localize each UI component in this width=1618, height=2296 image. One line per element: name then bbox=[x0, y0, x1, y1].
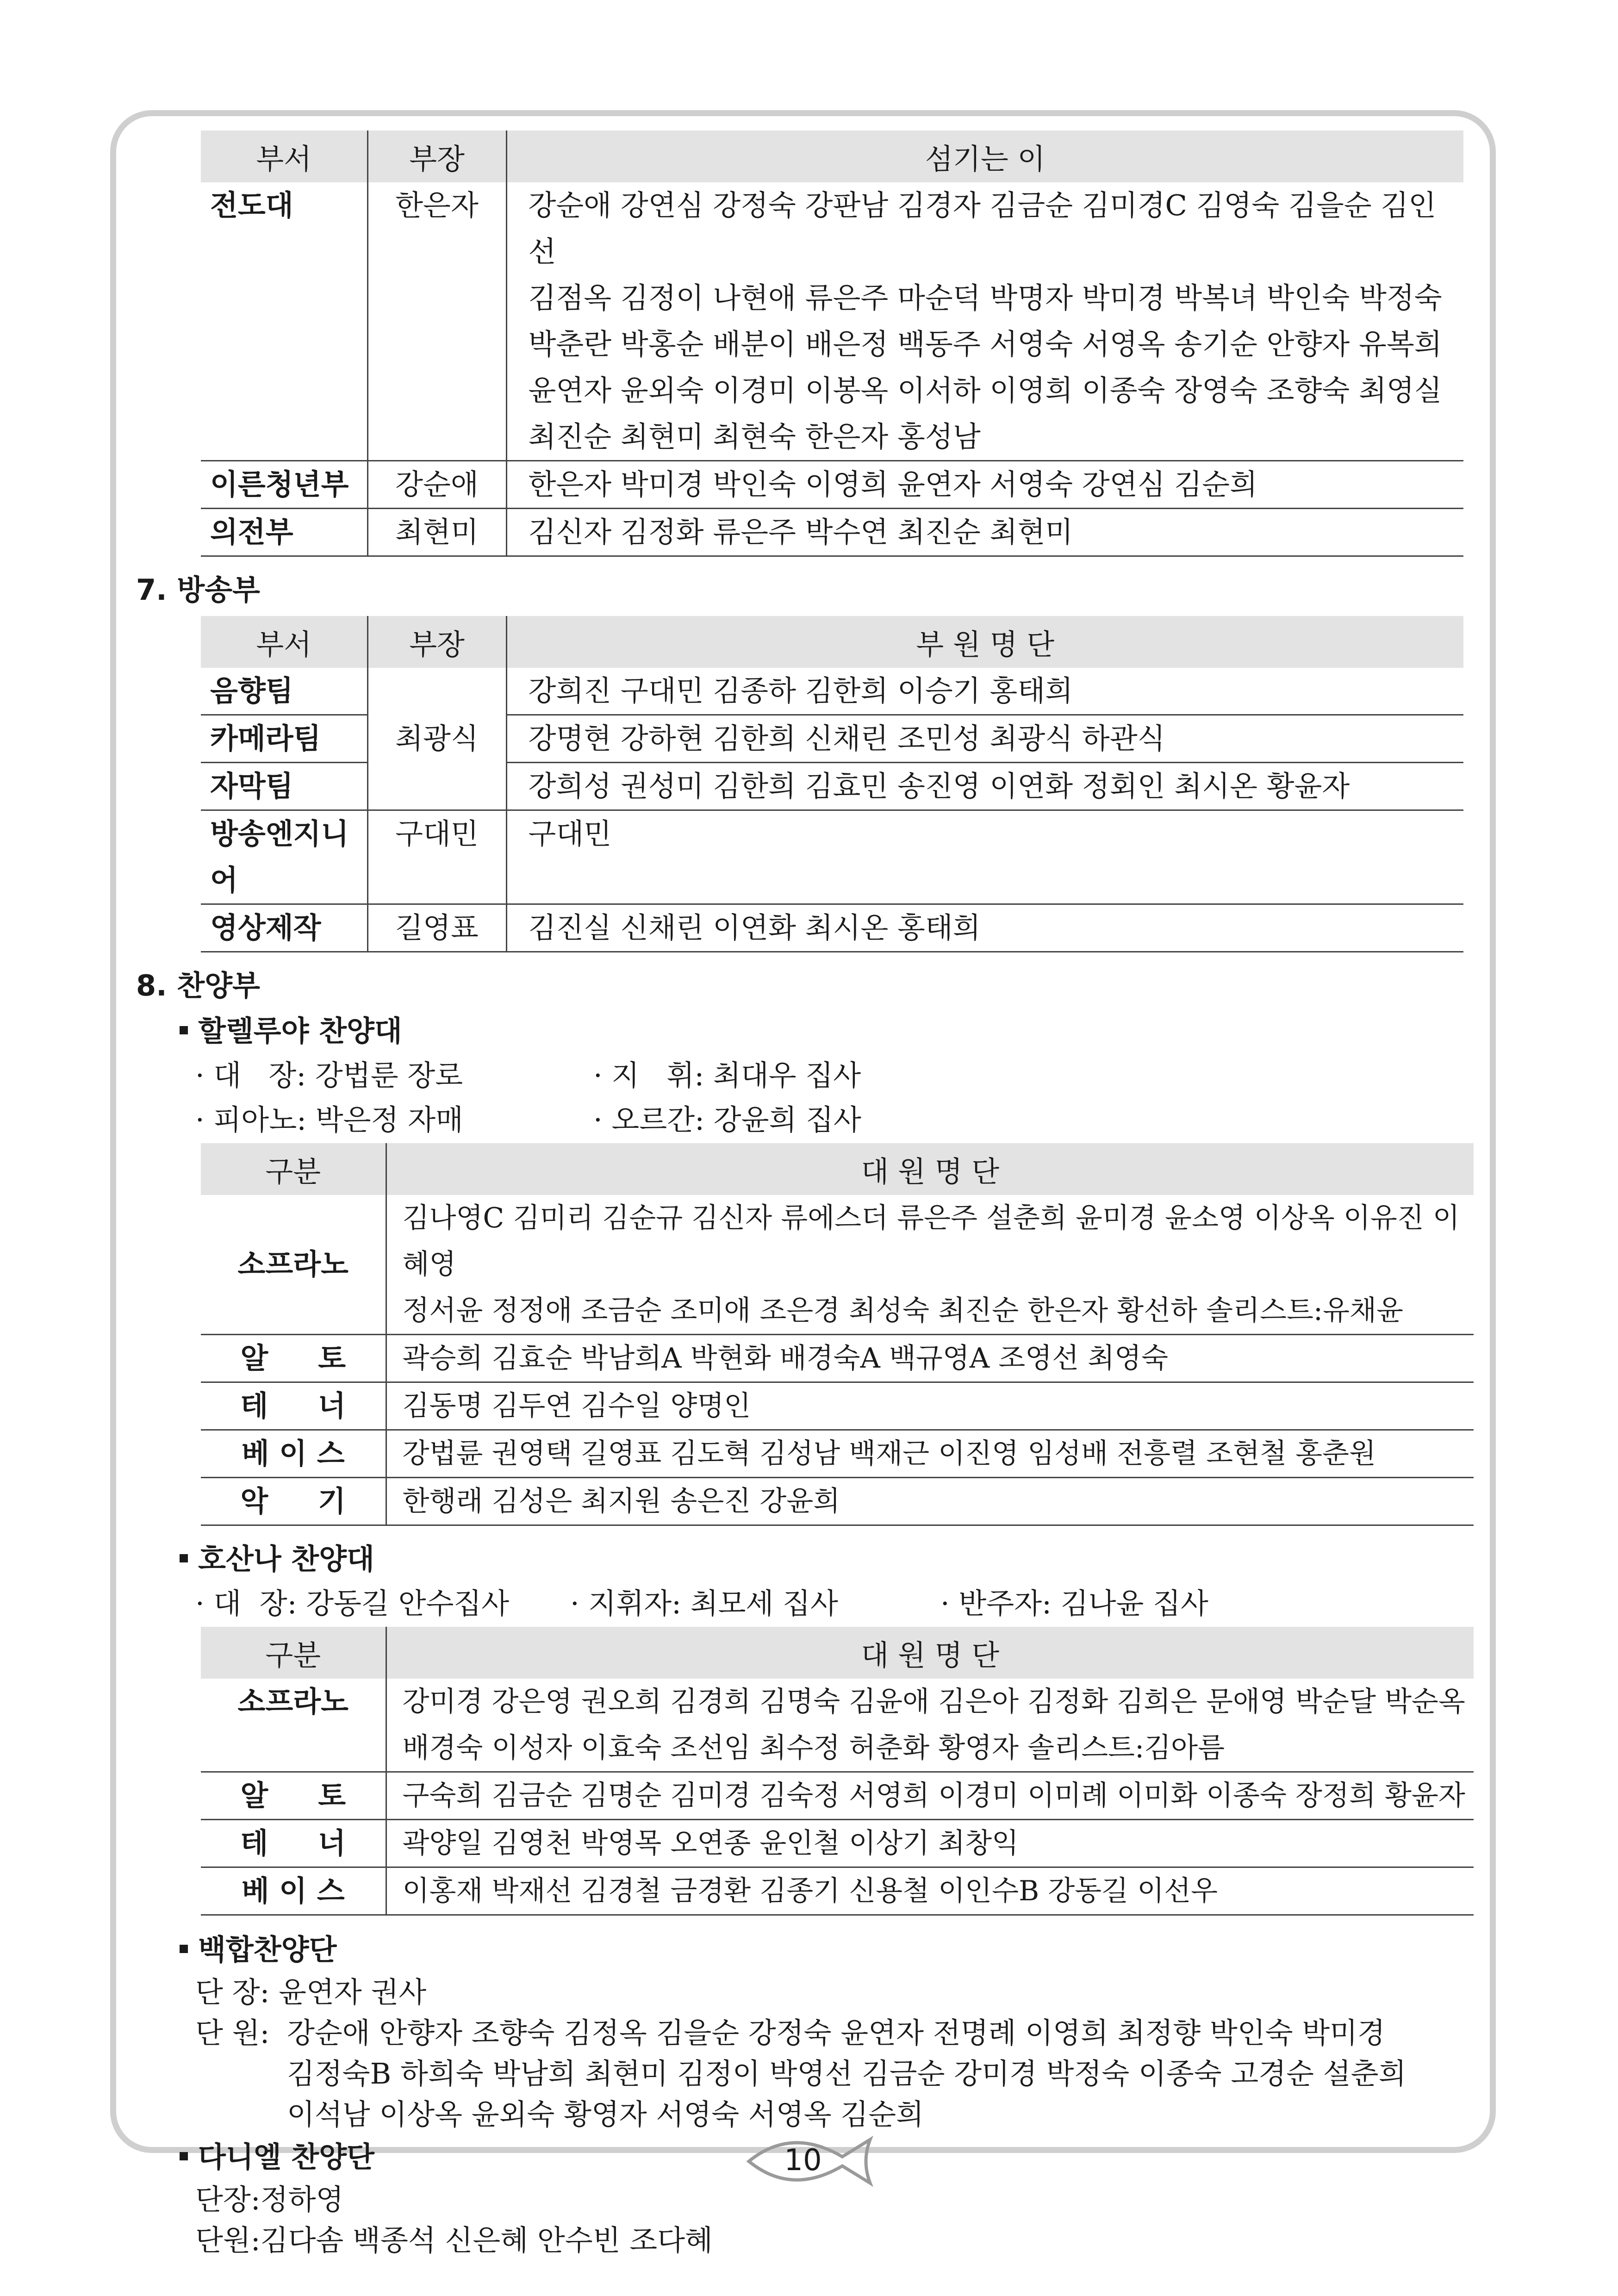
header-part: 구분 bbox=[201, 1143, 386, 1195]
member-list bbox=[386, 1679, 1474, 1772]
voice-part: 악 기 bbox=[201, 1478, 386, 1525]
choir-title: 호산나 찬양대 bbox=[180, 1537, 1474, 1581]
table-row bbox=[201, 1195, 1474, 1335]
table-row bbox=[201, 461, 1463, 509]
member-line: 정서윤 정정애 조금순 조미애 조은경 최성숙 최진순 한은자 황선하 솔리스트:유채윤 bbox=[402, 1294, 1404, 1327]
choir-staff bbox=[195, 1098, 1474, 1142]
voice-part: 소프라노 bbox=[201, 1679, 386, 1772]
member-line: 김동명 김두연 김수일 양명인 bbox=[386, 1382, 1474, 1430]
member-line: 이홍재 박재선 김경철 금경환 김종기 신용철 이인수B 강동길 이선우 bbox=[386, 1867, 1474, 1915]
choir-leader: 단 장: 윤연자 권사 bbox=[195, 1975, 427, 2009]
member-list bbox=[506, 182, 1463, 461]
member-list bbox=[386, 1195, 1474, 1335]
member-line: 구숙희 김금순 김명순 김미경 김숙정 서영희 이경미 이미례 이미화 이종숙 장정희 황윤자 bbox=[386, 1772, 1474, 1820]
voice-part: 알 토 bbox=[201, 1335, 386, 1382]
dept-name: 음향팀 bbox=[201, 668, 367, 715]
member-line: 강순애 강연심 강정숙 강판남 김경자 김금순 김미경C 김영숙 김을순 김인선 bbox=[528, 188, 1437, 268]
header-dept: 부서 bbox=[201, 616, 367, 668]
dept-name: 영상제작 bbox=[201, 904, 367, 952]
choir-details bbox=[195, 2179, 1474, 2261]
choir-leader: · 대 장: 강법룬 장로 bbox=[195, 1058, 463, 1092]
table-row bbox=[201, 1478, 1474, 1525]
choir-details bbox=[195, 1972, 1474, 2135]
choir-conductor: · 지 휘: 최대우 집사 bbox=[593, 1058, 861, 1092]
member-line: 윤연자 윤외숙 이경미 이봉옥 이서하 이영희 이종숙 장영숙 조향숙 최영실 bbox=[528, 373, 1442, 407]
hallelujah-table bbox=[201, 1143, 1474, 1526]
member-line: 구대민 bbox=[506, 810, 1463, 904]
dept-head: 최광식 bbox=[367, 668, 506, 810]
member-line: 김나영C 김미리 김순규 김신자 류에스더 류은주 설춘희 윤미경 윤소영 이상옥 이유진 이혜영 bbox=[402, 1202, 1460, 1281]
header-members: 대 원 명 단 bbox=[386, 1143, 1474, 1195]
choir-staff bbox=[195, 1581, 1474, 1626]
voice-part: 테 너 bbox=[201, 1382, 386, 1430]
member-line: 강희성 권성미 김한희 김효민 송진영 이연화 정회인 최시온 황윤자 bbox=[506, 763, 1463, 810]
member-line: 김정숙B 하희숙 박남희 최현미 김정이 박영선 김금순 강미경 박정숙 이종숙 고경순 설춘희 bbox=[287, 2057, 1406, 2091]
header-part: 구분 bbox=[201, 1627, 386, 1679]
header-dept: 부서 bbox=[201, 131, 367, 182]
member-line: 김신자 김정화 류은주 박수연 최진순 최현미 bbox=[506, 509, 1463, 556]
dept-head: 구대민 bbox=[367, 810, 506, 904]
section-title-broadcast: 7. 방송부 bbox=[136, 573, 260, 607]
table-row bbox=[201, 904, 1463, 952]
choir-accompanist: · 반주자: 김나윤 집사 bbox=[940, 1587, 1208, 1620]
dept-name: 의전부 bbox=[201, 509, 367, 556]
table-row bbox=[201, 1679, 1474, 1772]
bullet-icon bbox=[180, 1554, 188, 1562]
bullet-icon bbox=[180, 2152, 188, 2160]
hosanna-table bbox=[201, 1627, 1474, 1916]
header-head: 부장 bbox=[367, 131, 506, 182]
broadcast-table bbox=[201, 616, 1463, 952]
dept-head: 최현미 bbox=[367, 509, 506, 556]
dept-head: 한은자 bbox=[367, 182, 506, 461]
table-row bbox=[201, 1820, 1474, 1867]
choir-organ: · 오르간: 강윤희 집사 bbox=[593, 1103, 861, 1137]
member-line: 김점옥 김정이 나현애 류은주 마순덕 박명자 박미경 박복녀 박인숙 박정숙 bbox=[528, 281, 1442, 315]
member-line: 곽승희 김효순 박남희A 박현화 배경숙A 백규영A 조영선 최영숙 bbox=[386, 1335, 1474, 1382]
choir-staff bbox=[195, 1053, 1474, 1098]
table-row bbox=[201, 1867, 1474, 1915]
table-row bbox=[201, 1772, 1474, 1820]
section-title-praise: 8. 찬양부 bbox=[136, 969, 260, 1002]
member-line: 강미경 강은영 권오희 김경희 김명숙 김윤애 김은아 김정화 김희은 문애영 박순달 박순옥 bbox=[402, 1686, 1465, 1718]
dept-name: 전도대 bbox=[201, 182, 367, 461]
member-line: 한행래 김성은 최지원 송은진 강윤희 bbox=[386, 1478, 1474, 1525]
voice-part: 베 이 스 bbox=[201, 1430, 386, 1478]
table-row bbox=[201, 182, 1463, 461]
choir-title: 백합찬양단 bbox=[180, 1928, 1474, 1972]
member-line: 강명현 강하현 김한희 신채린 조민성 최광식 하관식 bbox=[506, 715, 1463, 763]
table-row bbox=[201, 668, 1463, 715]
header-members: 섬기는 이 bbox=[506, 131, 1463, 182]
choir-piano: · 피아노: 박은정 자매 bbox=[195, 1103, 463, 1137]
page-number-badge bbox=[741, 2131, 879, 2191]
member-line: 강법륜 권영택 길영표 김도혁 김성남 백재근 이진영 임성배 전흥렬 조현철 홍춘원 bbox=[386, 1430, 1474, 1478]
choir-leader: 단장:정하영 bbox=[195, 2183, 344, 2216]
choir-leader: · 대 장: 강동길 안수집사 bbox=[195, 1587, 510, 1620]
header-members: 대 원 명 단 bbox=[386, 1627, 1474, 1679]
voice-part: 테 너 bbox=[201, 1820, 386, 1867]
dept-name: 자막팀 bbox=[201, 763, 367, 810]
member-line: 한은자 박미경 박인숙 이영희 윤연자 서영숙 강연심 김순희 bbox=[506, 461, 1463, 509]
table-row bbox=[201, 509, 1463, 556]
choir-title: 할렐루야 찬양대 bbox=[180, 1009, 1474, 1053]
table-row bbox=[201, 1430, 1474, 1478]
voice-part: 소프라노 bbox=[201, 1195, 386, 1335]
member-line: 곽양일 김영천 박영목 오연종 윤인철 이상기 최창익 bbox=[386, 1820, 1474, 1867]
dept-name: 카메라팀 bbox=[201, 715, 367, 763]
member-line: 김진실 신채린 이연화 최시온 홍태희 bbox=[506, 904, 1463, 952]
choir-members: 단원:김다솜 백종석 신은혜 안수빈 조다혜 bbox=[195, 2223, 713, 2257]
voice-part: 알 토 bbox=[201, 1772, 386, 1820]
member-line: 박춘란 박홍순 배분이 배은정 백동주 서영숙 서영옥 송기순 안향자 유복희 bbox=[528, 327, 1442, 361]
header-members: 부 원 명 단 bbox=[506, 616, 1463, 668]
dept-name: 이른청년부 bbox=[201, 461, 367, 509]
member-line: 강순애 안향자 조향숙 김정옥 김을순 강정숙 윤연자 전명례 이영희 최정향 박인숙 박미경 bbox=[287, 2016, 1385, 2050]
choir-members bbox=[195, 2013, 1474, 2135]
table-row bbox=[201, 810, 1463, 904]
page-number: 10 bbox=[784, 2143, 822, 2178]
members-label: 단 원: bbox=[195, 2016, 270, 2050]
dept-head: 길영표 bbox=[367, 904, 506, 952]
member-line: 배경숙 이성자 이효숙 조선임 최수정 허춘화 황영자 솔리스트:김아름 bbox=[402, 1732, 1225, 1764]
evangelism-table bbox=[201, 131, 1463, 557]
bullet-icon bbox=[180, 1026, 188, 1034]
member-line: 최진순 최현미 최현숙 한은자 홍성남 bbox=[528, 420, 981, 454]
bullet-icon bbox=[180, 1945, 188, 1953]
choir-title: 다니엘 찬양단 bbox=[180, 2135, 1474, 2179]
dept-name: 방송엔지니어 bbox=[201, 810, 367, 904]
member-line: 이석남 이상옥 윤외숙 황영자 서영숙 서영옥 김순희 bbox=[287, 2097, 924, 2131]
table-row bbox=[201, 1382, 1474, 1430]
table-row bbox=[201, 1335, 1474, 1382]
voice-part: 베 이 스 bbox=[201, 1867, 386, 1915]
header-head: 부장 bbox=[367, 616, 506, 668]
choir-conductor: · 지휘자: 최모세 집사 bbox=[570, 1587, 838, 1620]
member-line: 강희진 구대민 김종하 김한희 이승기 홍태희 bbox=[506, 668, 1463, 715]
page-content bbox=[136, 131, 1474, 2261]
dept-head: 강순애 bbox=[367, 461, 506, 509]
